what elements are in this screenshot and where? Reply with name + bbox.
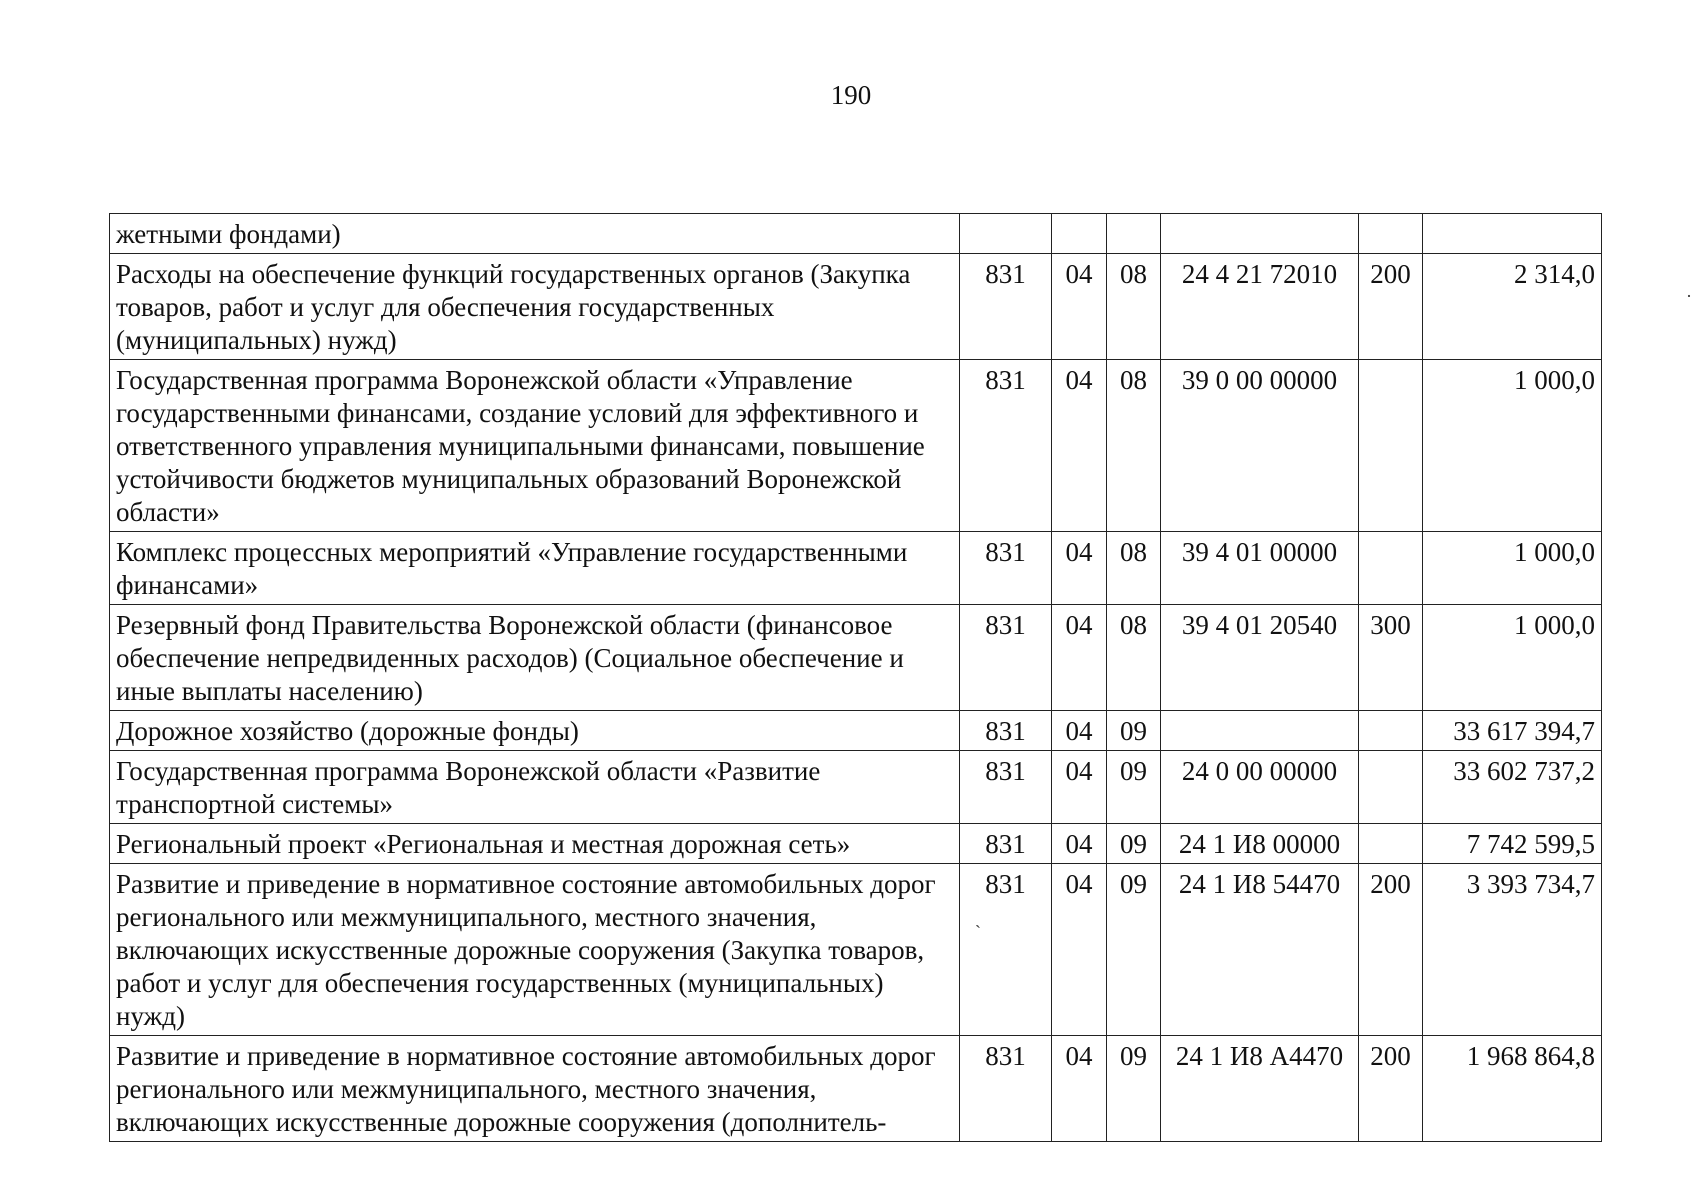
row-ved: 831 xyxy=(960,605,1052,711)
row-name: жетными фондами) xyxy=(110,214,960,254)
row-csr xyxy=(1161,214,1359,254)
row-name: Государственная программа Воронежской области «Управление государственными финансами, создание условий для эффективного и ответственного управления муниципальными финансами, повышение устойчивости бюджетов муниципальных образований Воронежской области» xyxy=(110,360,960,532)
row-vr: 200 xyxy=(1359,1036,1423,1142)
row-rz: 04 xyxy=(1052,864,1107,1036)
row-sum: 7 742 599,5 xyxy=(1423,824,1602,864)
table-row xyxy=(110,214,1602,254)
row-name: Комплекс процессных мероприятий «Управление государственными финансами» xyxy=(110,532,960,605)
row-ved: 831 xyxy=(960,711,1052,751)
budget-table xyxy=(109,213,1602,1142)
row-sum xyxy=(1423,214,1602,254)
row-rz: 04 xyxy=(1052,532,1107,605)
row-name: Региональный проект «Региональная и местная дорожная сеть» xyxy=(110,824,960,864)
row-csr: 24 4 21 72010 xyxy=(1161,254,1359,360)
row-pr: 08 xyxy=(1107,605,1161,711)
table-row xyxy=(110,864,1602,1036)
row-rz: 04 xyxy=(1052,751,1107,824)
row-pr: 09 xyxy=(1107,751,1161,824)
row-sum: 1 000,0 xyxy=(1423,360,1602,532)
row-vr xyxy=(1359,711,1423,751)
row-vr xyxy=(1359,751,1423,824)
table-row xyxy=(110,532,1602,605)
row-pr: 08 xyxy=(1107,254,1161,360)
table-row xyxy=(110,360,1602,532)
row-rz: 04 xyxy=(1052,824,1107,864)
row-pr: 08 xyxy=(1107,532,1161,605)
row-vr: 200 xyxy=(1359,254,1423,360)
row-vr xyxy=(1359,214,1423,254)
row-rz: 04 xyxy=(1052,1036,1107,1142)
row-sum: 33 602 737,2 xyxy=(1423,751,1602,824)
row-vr xyxy=(1359,532,1423,605)
row-pr: 09 xyxy=(1107,1036,1161,1142)
table-row xyxy=(110,751,1602,824)
row-rz xyxy=(1052,214,1107,254)
row-sum: 1 968 864,8 xyxy=(1423,1036,1602,1142)
row-sum: 2 314,0 xyxy=(1423,254,1602,360)
table-row xyxy=(110,1036,1602,1142)
scan-speck: ˏ xyxy=(975,908,981,928)
row-csr: 39 4 01 20540 xyxy=(1161,605,1359,711)
scan-speck: · xyxy=(1686,286,1692,306)
row-ved: 831 xyxy=(960,1036,1052,1142)
row-rz: 04 xyxy=(1052,360,1107,532)
table-row xyxy=(110,824,1602,864)
row-rz: 04 xyxy=(1052,711,1107,751)
row-name: Развитие и приведение в нормативное состояние автомобильных дорог регионального или межмуниципального, местного значения, включающих искусственные дорожные сооружения (Закупка товаров, работ и услуг для обеспечения государственных (муниципальных) нужд) xyxy=(110,864,960,1036)
row-csr xyxy=(1161,711,1359,751)
row-ved: 831 xyxy=(960,751,1052,824)
row-sum: 1 000,0 xyxy=(1423,605,1602,711)
row-csr: 24 0 00 00000 xyxy=(1161,751,1359,824)
row-pr: 09 xyxy=(1107,824,1161,864)
table-row xyxy=(110,711,1602,751)
row-ved: 831 xyxy=(960,532,1052,605)
row-ved: 831 xyxy=(960,360,1052,532)
row-sum: 3 393 734,7 xyxy=(1423,864,1602,1036)
row-pr: 08 xyxy=(1107,360,1161,532)
row-name: Расходы на обеспечение функций государственных органов (Закупка товаров, работ и услуг для обеспечения государственных (муниципальных) нужд) xyxy=(110,254,960,360)
row-rz: 04 xyxy=(1052,254,1107,360)
row-pr: 09 xyxy=(1107,864,1161,1036)
row-rz: 04 xyxy=(1052,605,1107,711)
page-number: 190 xyxy=(830,80,872,110)
row-sum: 1 000,0 xyxy=(1423,532,1602,605)
row-csr: 39 0 00 00000 xyxy=(1161,360,1359,532)
row-vr xyxy=(1359,360,1423,532)
row-ved xyxy=(960,214,1052,254)
row-csr: 24 1 И8 А4470 xyxy=(1161,1036,1359,1142)
row-name: Государственная программа Воронежской области «Развитие транспортной системы» xyxy=(110,751,960,824)
row-ved: 831 xyxy=(960,864,1052,1036)
row-vr: 200 xyxy=(1359,864,1423,1036)
row-vr: 300 xyxy=(1359,605,1423,711)
row-ved: 831 xyxy=(960,254,1052,360)
table-body xyxy=(110,214,1602,1142)
row-name: Резервный фонд Правительства Воронежской области (финансовое обеспечение непредвиденных расходов) (Социальное обеспечение и иные выплаты населению) xyxy=(110,605,960,711)
table-row xyxy=(110,254,1602,360)
row-sum: 33 617 394,7 xyxy=(1423,711,1602,751)
row-pr xyxy=(1107,214,1161,254)
row-csr: 24 1 И8 54470 xyxy=(1161,864,1359,1036)
row-name: Развитие и приведение в нормативное состояние автомобильных дорог регионального или межмуниципального, местного значения, включающих искусственные дорожные сооружения (дополнитель- xyxy=(110,1036,960,1142)
table-row xyxy=(110,605,1602,711)
row-vr xyxy=(1359,824,1423,864)
row-ved: 831 xyxy=(960,824,1052,864)
row-csr: 24 1 И8 00000 xyxy=(1161,824,1359,864)
row-name: Дорожное хозяйство (дорожные фонды) xyxy=(110,711,960,751)
row-csr: 39 4 01 00000 xyxy=(1161,532,1359,605)
row-pr: 09 xyxy=(1107,711,1161,751)
